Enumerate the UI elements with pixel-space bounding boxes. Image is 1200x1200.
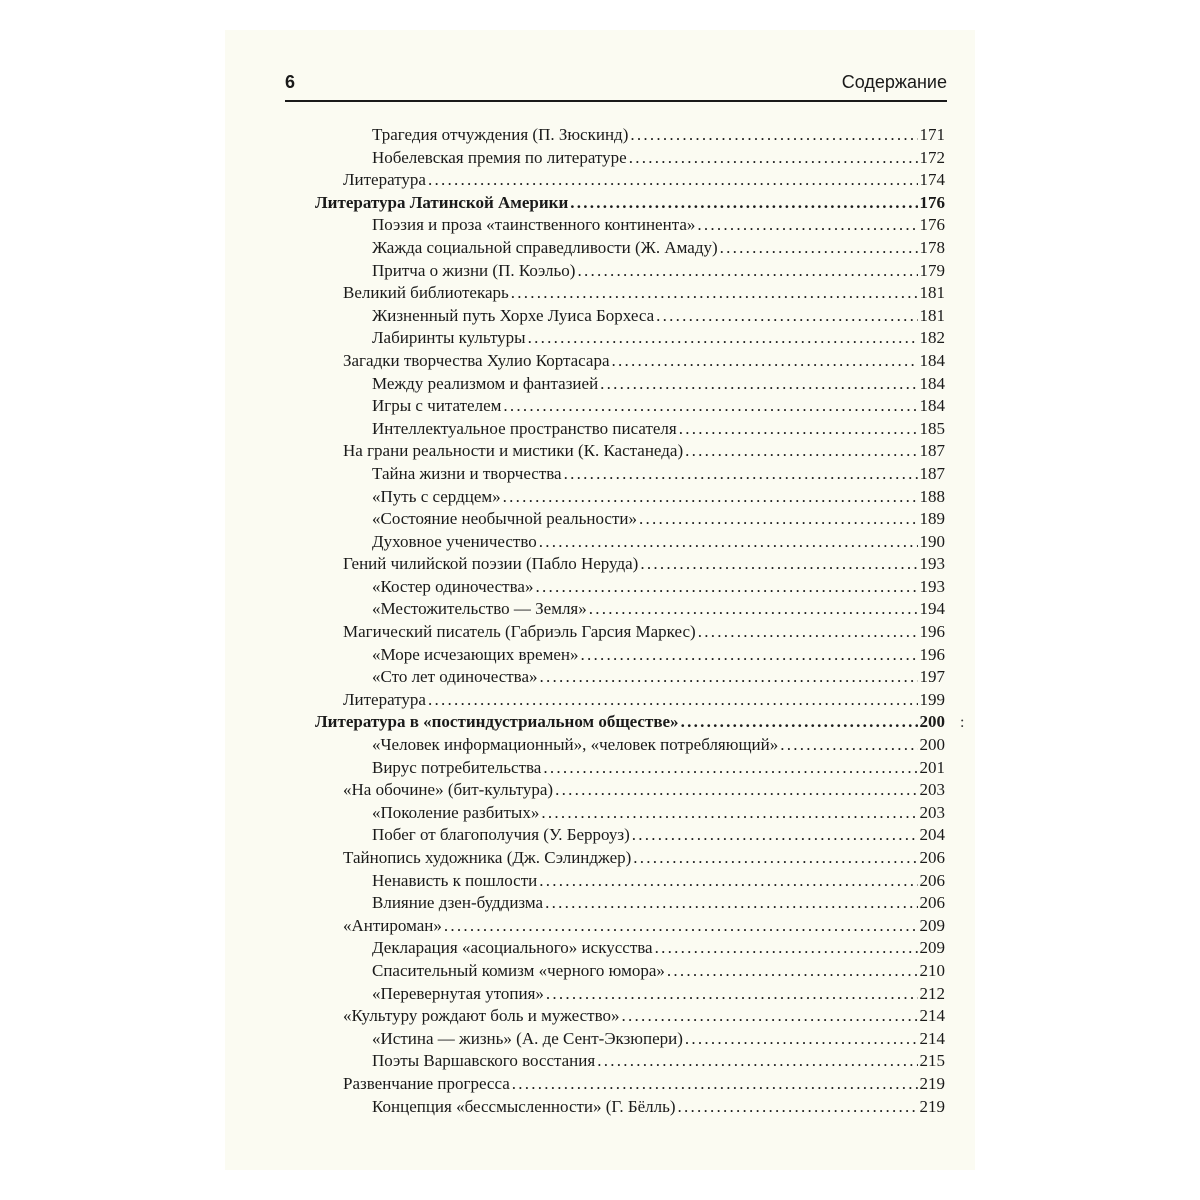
toc-entry-title: «Антироман» — [343, 915, 442, 935]
toc-entry-title: «На обочине» (бит-культура) — [343, 780, 554, 800]
dot-leader — [681, 711, 918, 734]
toc-entry-title: Жизненный путь Хорхе Луиса Борхеса — [372, 305, 655, 325]
toc-entry-page: 176 — [919, 215, 945, 235]
toc-entry — [315, 711, 945, 734]
dot-leader — [597, 1050, 917, 1073]
toc-entry-page: 214 — [919, 1028, 945, 1048]
dot-leader — [444, 915, 918, 938]
toc-entry — [315, 553, 945, 576]
toc-entry-title: Гений чилийской поэзии (Пабло Неруда) — [343, 554, 639, 574]
toc-entry — [315, 689, 945, 712]
toc-entry-page: 188 — [919, 486, 945, 506]
toc-entry-page: 181 — [919, 283, 945, 303]
toc-entry-page: 176 — [919, 192, 945, 212]
toc-entry — [315, 576, 945, 599]
dot-leader — [535, 576, 917, 599]
running-head: Содержание — [841, 72, 947, 92]
dot-leader — [667, 960, 918, 983]
toc-entry — [315, 440, 945, 463]
toc-entry-title: Литература в «постиндустриальном обществе» — [315, 712, 679, 732]
toc-entry — [315, 644, 945, 667]
toc-entry-page: 197 — [919, 667, 945, 687]
toc-entry-title: Великий библиотекарь — [343, 283, 509, 303]
toc-entry-page: 194 — [919, 599, 945, 619]
toc-entry — [315, 305, 945, 328]
toc-entry-title: «Костер одиночества» — [372, 576, 534, 596]
toc-entry-page: 178 — [919, 237, 945, 257]
toc-entry-title: Между реализмом и фантазией — [372, 373, 599, 393]
toc-entry — [315, 192, 945, 215]
toc-entry-page: 181 — [919, 305, 945, 325]
dot-leader — [428, 169, 918, 192]
toc-entry — [315, 373, 945, 396]
toc-entry — [315, 214, 945, 237]
toc-entry — [315, 260, 945, 283]
toc-entry — [315, 960, 945, 983]
toc-entry-title: Тайна жизни и творчества — [372, 463, 562, 483]
dot-leader — [679, 418, 918, 441]
toc-entry-title: Декларация «асоциального» искусства — [372, 938, 653, 958]
toc-entry — [315, 983, 945, 1006]
toc-entry — [315, 169, 945, 192]
toc-entry-title: Поэзия и проза «таинственного континента» — [372, 215, 696, 235]
dot-leader — [511, 282, 918, 305]
toc-entry-page: 214 — [919, 1006, 945, 1026]
dot-leader — [543, 757, 917, 780]
dot-leader — [540, 666, 918, 689]
toc-entry-title: На грани реальности и мистики (К. Кастанеда) — [343, 441, 684, 461]
toc-entry-page: 193 — [919, 576, 945, 596]
table-of-contents — [315, 124, 945, 1118]
toc-entry-page: 200 — [919, 712, 945, 732]
dot-leader — [539, 870, 917, 893]
toc-entry — [315, 734, 945, 757]
toc-entry — [315, 531, 945, 554]
toc-entry — [315, 327, 945, 350]
page-header — [285, 72, 947, 100]
toc-entry-title: Нобелевская премия по литературе — [372, 147, 627, 167]
toc-entry-title: Магический писатель (Габриэль Гарсия Маркес) — [343, 622, 696, 642]
dot-leader — [639, 508, 918, 531]
toc-entry-title: Жажда социальной справедливости (Ж. Амаду) — [372, 237, 718, 257]
toc-entry-title: «Культуру рождают боль и мужество» — [343, 1006, 620, 1026]
toc-entry-title: Интеллектуальное пространство писателя — [372, 418, 677, 438]
dot-leader — [555, 779, 917, 802]
toc-entry-page: 179 — [919, 260, 945, 280]
margin-mark: : — [960, 714, 965, 731]
toc-entry-page: 210 — [919, 960, 945, 980]
toc-entry-page: 182 — [919, 328, 945, 348]
toc-entry-title: «Истина — жизнь» (А. де Сент-Экзюпери) — [372, 1028, 683, 1048]
toc-entry-page: 184 — [919, 373, 945, 393]
toc-entry-title: «Перевернутая утопия» — [372, 983, 544, 1003]
toc-entry-page: 203 — [919, 802, 945, 822]
dot-leader — [685, 440, 917, 463]
dot-leader — [546, 983, 918, 1006]
toc-entry-page: 219 — [919, 1096, 945, 1116]
dot-leader — [629, 147, 918, 170]
toc-entry-title: Игры с читателем — [372, 396, 502, 416]
toc-entry — [315, 598, 945, 621]
dot-leader — [545, 892, 917, 915]
toc-entry-title: Развенчание прогресса — [343, 1073, 510, 1093]
toc-entry-title: Тайнопись художника (Дж. Сэлинджер) — [343, 848, 632, 867]
dot-leader — [539, 531, 918, 554]
toc-entry — [315, 1096, 945, 1119]
toc-entry-page: 206 — [919, 870, 945, 890]
toc-entry — [315, 870, 945, 893]
toc-entry — [315, 1073, 945, 1096]
toc-entry — [315, 463, 945, 486]
toc-entry-page: 172 — [919, 147, 945, 167]
dot-leader — [600, 373, 917, 396]
toc-entry-page: 190 — [919, 531, 945, 551]
toc-entry-title: Спасительный комизм «черного юмора» — [372, 960, 665, 980]
toc-entry-title: «Поколение разбитых» — [372, 802, 540, 822]
toc-entry-page: 200 — [919, 735, 945, 755]
toc-entry-page: 219 — [919, 1073, 945, 1093]
toc-entry — [315, 915, 945, 938]
page-number: 6 — [285, 72, 296, 92]
toc-entry — [315, 147, 945, 170]
toc-entry — [315, 621, 945, 644]
dot-leader — [428, 689, 918, 712]
toc-entry-title: «Море исчезающих времен» — [372, 644, 579, 664]
toc-entry-page: 203 — [919, 780, 945, 800]
toc-entry-title: Влияние дзен-буддизма — [372, 893, 544, 913]
toc-entry-page: 201 — [919, 757, 945, 777]
dot-leader — [685, 1028, 918, 1051]
toc-entry — [315, 124, 945, 147]
toc-entry-page: 206 — [919, 848, 945, 867]
toc-entry — [315, 937, 945, 960]
toc-entry-page: 187 — [919, 463, 945, 483]
toc-entry-title: Лабиринты культуры — [372, 328, 526, 348]
dot-leader — [503, 395, 917, 418]
header-rule — [285, 100, 947, 102]
dot-leader — [564, 463, 918, 486]
toc-entry — [315, 237, 945, 260]
toc-entry — [315, 508, 945, 531]
toc-entry-page: 171 — [919, 125, 945, 144]
dot-leader — [512, 1073, 918, 1096]
dot-leader — [633, 847, 917, 870]
toc-entry-title: Поэты Варшавского восстания — [372, 1051, 596, 1071]
toc-entry-page: 209 — [919, 915, 945, 935]
toc-entry-page: 209 — [919, 938, 945, 958]
toc-entry — [315, 395, 945, 418]
dot-leader — [698, 621, 918, 644]
dot-leader — [632, 824, 918, 847]
toc-entry-page: 212 — [919, 983, 945, 1003]
toc-entry — [315, 892, 945, 915]
toc-entry-title: Литература — [343, 689, 426, 709]
dot-leader — [697, 214, 917, 237]
dot-leader — [621, 1005, 917, 1028]
toc-entry — [315, 802, 945, 825]
dot-leader — [640, 553, 917, 576]
toc-entry-title: «Местожительство — Земля» — [372, 599, 587, 619]
toc-entry-page: 196 — [919, 644, 945, 664]
toc-entry — [315, 847, 945, 870]
dot-leader — [678, 1096, 918, 1119]
toc-entry-title: Загадки творчества Хулио Кортасара — [343, 350, 610, 370]
toc-entry-title: «Сто лет одиночества» — [372, 667, 538, 687]
toc-entry-title: Трагедия отчуждения (П. Зюскинд) — [372, 125, 629, 144]
toc-entry-page: 215 — [919, 1051, 945, 1071]
toc-entry-title: Концепция «бессмысленности» (Г. Бёлль) — [372, 1096, 676, 1116]
toc-entry-page: 196 — [919, 622, 945, 642]
dot-leader — [720, 237, 918, 260]
toc-entry-title: Ненависть к пошлости — [372, 870, 538, 890]
dot-leader — [655, 937, 918, 960]
toc-entry-title: «Состояние необычной реальности» — [372, 509, 637, 529]
toc-entry — [315, 282, 945, 305]
toc-entry-page: 206 — [919, 893, 945, 913]
dot-leader — [780, 734, 917, 757]
dot-leader — [612, 350, 918, 373]
toc-entry-page: 199 — [919, 689, 945, 709]
dot-leader — [589, 598, 918, 621]
toc-entry-page: 193 — [919, 554, 945, 574]
toc-entry-page: 189 — [919, 509, 945, 529]
toc-entry-title: Побег от благополучия (У. Берроуз) — [372, 825, 630, 845]
toc-entry — [315, 350, 945, 373]
toc-entry-title: «Путь с сердцем» — [372, 486, 501, 506]
toc-entry — [315, 757, 945, 780]
toc-entry-title: Вирус потребительства — [372, 757, 542, 777]
toc-entry-title: Духовное ученичество — [372, 531, 537, 551]
dot-leader — [656, 305, 917, 328]
dot-leader — [541, 802, 917, 825]
dot-leader — [577, 260, 917, 283]
dot-leader — [580, 644, 917, 667]
toc-entry — [315, 486, 945, 509]
toc-entry-page: 185 — [919, 418, 945, 438]
toc-entry-title: Литература — [343, 170, 426, 190]
toc-entry-page: 187 — [919, 441, 945, 461]
toc-entry-page: 184 — [919, 396, 945, 416]
dot-leader — [570, 192, 917, 215]
toc-entry — [315, 666, 945, 689]
toc-entry — [315, 1050, 945, 1073]
toc-entry — [315, 824, 945, 847]
dot-leader — [503, 486, 918, 509]
toc-entry — [315, 1005, 945, 1028]
toc-entry-title: «Человек информационный», «человек потребляющий» — [372, 735, 779, 755]
toc-entry — [315, 418, 945, 441]
dot-leader — [528, 327, 918, 350]
toc-entry-page: 184 — [919, 350, 945, 370]
dot-leader — [630, 124, 917, 147]
toc-entry — [315, 779, 945, 802]
toc-entry-title: Притча о жизни (П. Коэльо) — [372, 260, 576, 280]
toc-entry — [315, 1028, 945, 1051]
toc-entry-page: 174 — [919, 170, 945, 190]
toc-entry-title: Литература Латинской Америки — [315, 192, 569, 212]
toc-entry-page: 204 — [919, 825, 945, 845]
